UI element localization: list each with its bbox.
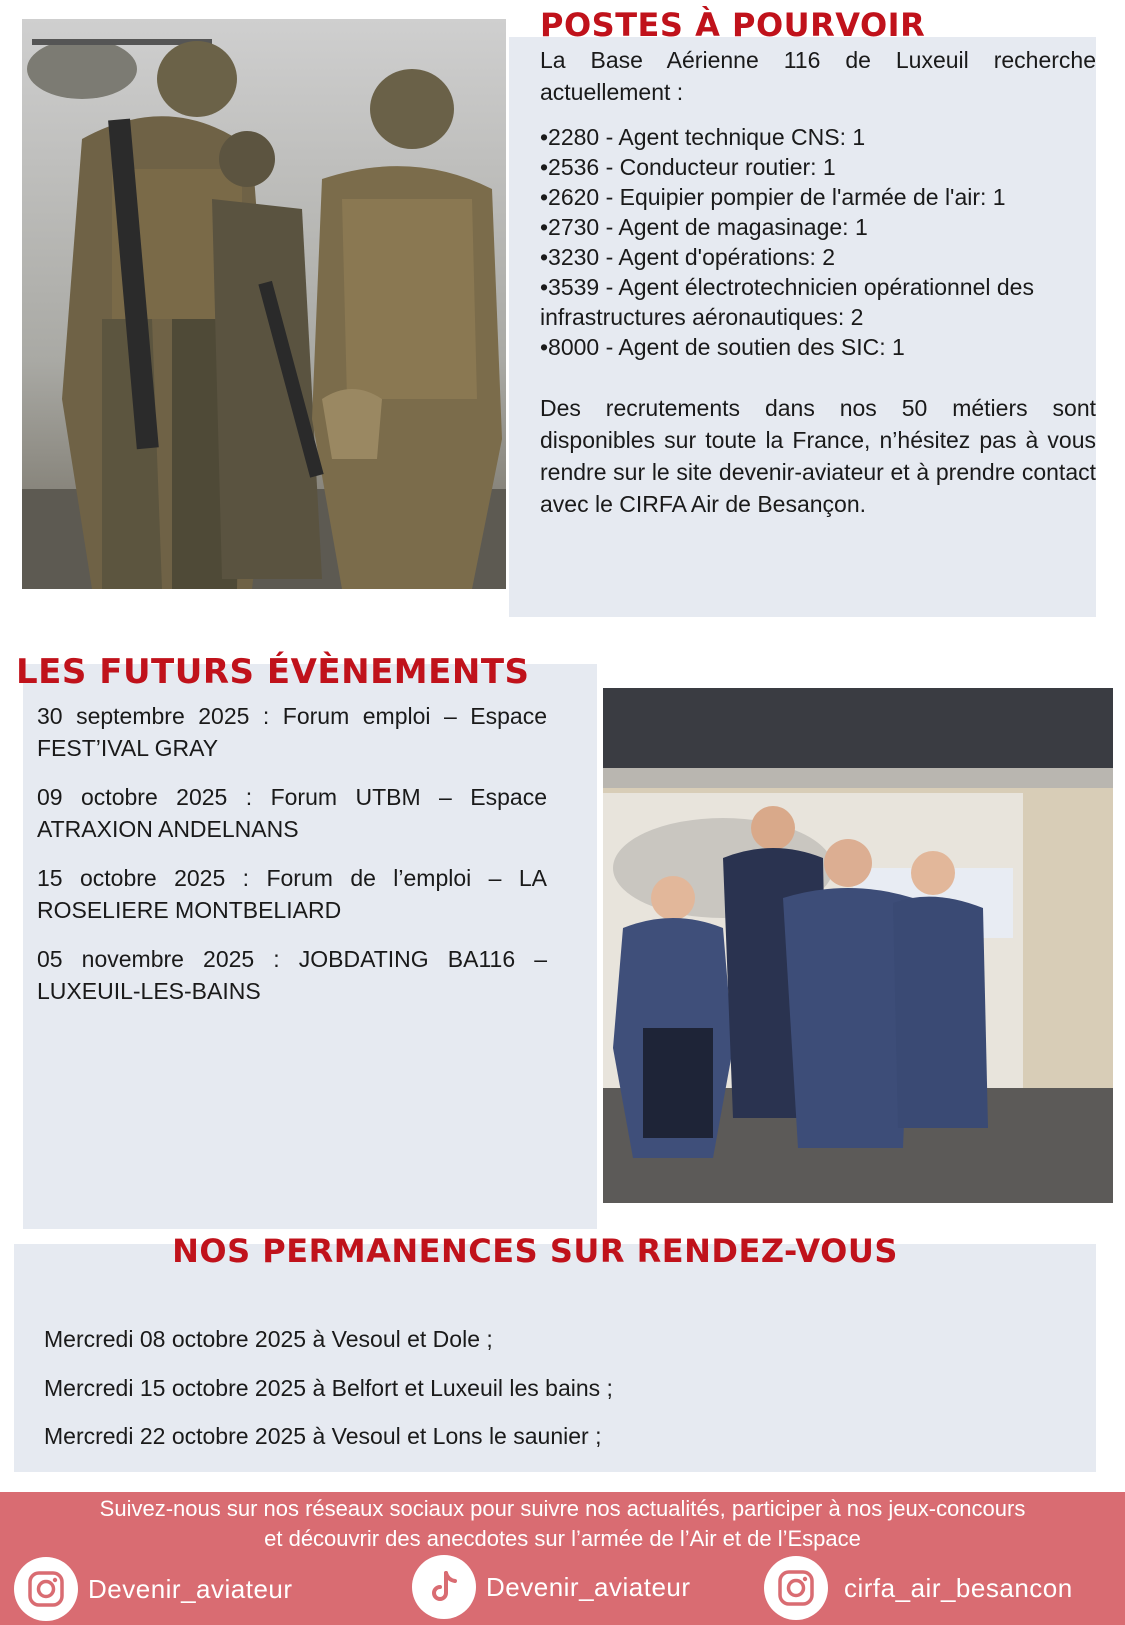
event-item: 30 septembre 2025 : Forum emploi – Espace FEST’IVAL GRAY (37, 703, 547, 761)
instagram-icon (14, 1557, 78, 1621)
permanences-title (0, 1232, 1070, 1270)
event-item: 05 novembre 2025 : JOBDATING BA116 – LUXEUIL-LES-BAINS (37, 946, 547, 1004)
social-handle[interactable]: Devenir_aviateur (486, 1571, 691, 1602)
jobs-note: Des recrutements dans nos 50 métiers sont disponibles sur toute la France, n’hésitez pas à vous rendre sur le site devenir-aviateur et à prendre contact avec le CIRFA Air de Besançon. (540, 395, 1096, 517)
events-list (37, 700, 547, 1024)
events-title: LES FUTURS ÉVÈNEMENTS (16, 652, 530, 692)
tiktok-icon (412, 1555, 476, 1619)
event-item: 09 octobre 2025 : Forum UTBM – Espace ATRAXION ANDELNANS (37, 784, 547, 842)
job-item: •3230 - Agent d'opérations: 2 (540, 244, 836, 270)
job-item: •8000 - Agent de soutien des SIC: 1 (540, 334, 905, 360)
permanence-item: Mercredi 22 octobre 2025 à Vesoul et Lons le saunier ; (44, 1423, 602, 1449)
social-instagram-devenir-aviateur[interactable] (14, 1557, 293, 1621)
job-item: •2730 - Agent de magasinage: 1 (540, 214, 868, 240)
job-item: •2620 - Equipier pompier de l'armée de l'air: 1 (540, 184, 1006, 210)
social-tiktok-devenir-aviateur[interactable] (412, 1555, 691, 1619)
permanence-item: Mercredi 08 octobre 2025 à Vesoul et Dole ; (44, 1326, 493, 1352)
jobs-title: POSTES À POURVOIR (540, 6, 926, 44)
job-item: •2536 - Conducteur routier: 1 (540, 154, 836, 180)
footer-text (0, 1494, 1125, 1554)
footer-line-1: Suivez-nous sur nos réseaux sociaux pour suivre nos actualités, participer à nos jeux-concours (99, 1496, 1026, 1521)
permanences-title-part2: PERMANENCES (262, 1232, 539, 1270)
job-item: •3539 - Agent électrotechnicien opérationnel des infrastructures aéronautiques: 2 (540, 274, 1034, 330)
social-instagram-cirfa-air-besancon[interactable] (764, 1556, 1073, 1620)
social-handle[interactable]: cirfa_air_besancon (844, 1572, 1073, 1603)
jobs-intro: La Base Aérienne 116 de Luxeuil recherche actuellement : (540, 47, 1096, 105)
soldiers-photo (22, 19, 506, 589)
permanences-title-part1: NOS (172, 1232, 263, 1270)
jobs-list (540, 122, 1096, 362)
job-item: •2280 - Agent technique CNS: 1 (540, 124, 866, 150)
permanence-item: Mercredi 15 octobre 2025 à Belfort et Luxeuil les bains ; (44, 1375, 613, 1401)
forum-stand-photo (603, 688, 1113, 1203)
event-item: 15 octobre 2025 : Forum de l’emploi – LA ROSELIERE MONTBELIARD (37, 865, 547, 923)
social-handle[interactable]: Devenir_aviateur (88, 1573, 293, 1604)
footer-line-2: et découvrir des anecdotes sur l’armée de l’Air et de l’Espace (264, 1526, 861, 1551)
instagram-icon (764, 1556, 828, 1620)
permanences-title-part3: SUR RENDEZ-VOUS (538, 1232, 898, 1270)
